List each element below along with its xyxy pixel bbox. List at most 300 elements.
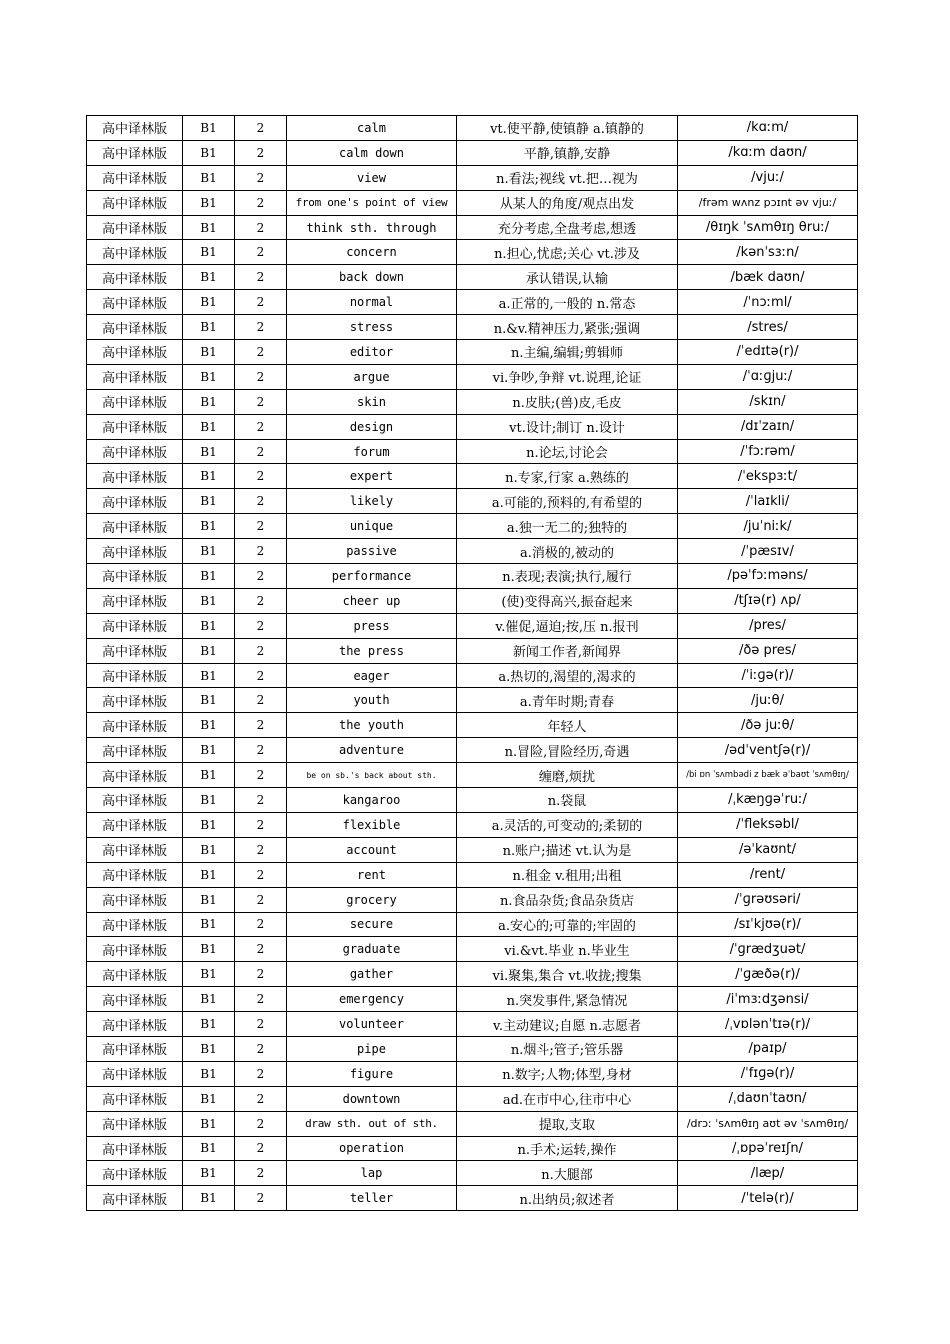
level-cell: B1 bbox=[183, 688, 235, 713]
table-row bbox=[87, 862, 858, 887]
phonetic-cell: /ˈlaɪkli/ bbox=[678, 489, 858, 514]
table-row bbox=[87, 837, 858, 862]
textbook-cell: 高中译林版 bbox=[87, 1012, 183, 1037]
phonetic-cell: /θɪŋk ˈsʌmθɪŋ θruː/ bbox=[678, 215, 858, 240]
meaning-cell: n.袋鼠 bbox=[457, 788, 678, 813]
table-row bbox=[87, 439, 858, 464]
table-row bbox=[87, 812, 858, 837]
textbook-cell: 高中译林版 bbox=[87, 887, 183, 912]
word-cell: the youth bbox=[287, 713, 457, 738]
textbook-cell: 高中译林版 bbox=[87, 489, 183, 514]
meaning-cell: 从某人的角度/观点出发 bbox=[457, 190, 678, 215]
meaning-cell: n.手术;运转,操作 bbox=[457, 1136, 678, 1161]
table-row bbox=[87, 389, 858, 414]
textbook-cell: 高中译林版 bbox=[87, 514, 183, 539]
phonetic-cell: /ˈɡæðə(r)/ bbox=[678, 962, 858, 987]
meaning-cell: a.正常的,一般的 n.常态 bbox=[457, 290, 678, 315]
unit-cell: 2 bbox=[235, 1012, 287, 1037]
word-cell: press bbox=[287, 613, 457, 638]
textbook-cell: 高中译林版 bbox=[87, 340, 183, 365]
level-cell: B1 bbox=[183, 937, 235, 962]
word-cell: emergency bbox=[287, 987, 457, 1012]
textbook-cell: 高中译林版 bbox=[87, 638, 183, 663]
word-cell: concern bbox=[287, 240, 457, 265]
phonetic-cell: /bæk daʊn/ bbox=[678, 265, 858, 290]
level-cell: B1 bbox=[183, 315, 235, 340]
level-cell: B1 bbox=[183, 738, 235, 763]
table-row bbox=[87, 165, 858, 190]
phonetic-cell: /ˈɑːɡjuː/ bbox=[678, 364, 858, 389]
unit-cell: 2 bbox=[235, 1061, 287, 1086]
meaning-cell: v.主动建议;自愿 n.志愿者 bbox=[457, 1012, 678, 1037]
table-row bbox=[87, 1061, 858, 1086]
meaning-cell: 年轻人 bbox=[457, 713, 678, 738]
table-row bbox=[87, 514, 858, 539]
textbook-cell: 高中译林版 bbox=[87, 788, 183, 813]
phonetic-cell: /frəm wʌnz pɔɪnt əv vjuː/ bbox=[678, 190, 858, 215]
word-cell: view bbox=[287, 165, 457, 190]
table-row bbox=[87, 340, 858, 365]
unit-cell: 2 bbox=[235, 688, 287, 713]
vocabulary-table bbox=[86, 115, 858, 1211]
unit-cell: 2 bbox=[235, 340, 287, 365]
word-cell: lap bbox=[287, 1161, 457, 1186]
textbook-cell: 高中译林版 bbox=[87, 315, 183, 340]
level-cell: B1 bbox=[183, 887, 235, 912]
level-cell: B1 bbox=[183, 812, 235, 837]
meaning-cell: vi.争吵,争辩 vt.说理,论证 bbox=[457, 364, 678, 389]
phonetic-cell: /ˌdaʊnˈtaʊn/ bbox=[678, 1086, 858, 1111]
meaning-cell: vt.使平静,使镇静 a.镇静的 bbox=[457, 116, 678, 141]
word-cell: stress bbox=[287, 315, 457, 340]
level-cell: B1 bbox=[183, 389, 235, 414]
phonetic-cell: /ˌkæŋɡəˈruː/ bbox=[678, 788, 858, 813]
phonetic-cell: /ˈedɪtə(r)/ bbox=[678, 340, 858, 365]
unit-cell: 2 bbox=[235, 1161, 287, 1186]
word-cell: the press bbox=[287, 638, 457, 663]
table-row bbox=[87, 1036, 858, 1061]
textbook-cell: 高中译林版 bbox=[87, 613, 183, 638]
textbook-cell: 高中译林版 bbox=[87, 937, 183, 962]
unit-cell: 2 bbox=[235, 588, 287, 613]
textbook-cell: 高中译林版 bbox=[87, 812, 183, 837]
textbook-cell: 高中译林版 bbox=[87, 1086, 183, 1111]
meaning-cell: n.&v.精神压力,紧张;强调 bbox=[457, 315, 678, 340]
level-cell: B1 bbox=[183, 713, 235, 738]
unit-cell: 2 bbox=[235, 912, 287, 937]
word-cell: rent bbox=[287, 862, 457, 887]
meaning-cell: 缠磨,烦扰 bbox=[457, 763, 678, 788]
level-cell: B1 bbox=[183, 364, 235, 389]
word-cell: expert bbox=[287, 464, 457, 489]
level-cell: B1 bbox=[183, 116, 235, 141]
table-row bbox=[87, 738, 858, 763]
meaning-cell: n.论坛,讨论会 bbox=[457, 439, 678, 464]
phonetic-cell: /ˈfɪɡə(r)/ bbox=[678, 1061, 858, 1086]
table-row bbox=[87, 1086, 858, 1111]
textbook-cell: 高中译林版 bbox=[87, 1061, 183, 1086]
level-cell: B1 bbox=[183, 1061, 235, 1086]
unit-cell: 2 bbox=[235, 1136, 287, 1161]
meaning-cell: vt.设计;制订 n.设计 bbox=[457, 414, 678, 439]
table-row bbox=[87, 638, 858, 663]
phonetic-cell: /ˈfleksəbl/ bbox=[678, 812, 858, 837]
table-row bbox=[87, 688, 858, 713]
meaning-cell: a.青年时期;青春 bbox=[457, 688, 678, 713]
word-cell: skin bbox=[287, 389, 457, 414]
table-row bbox=[87, 116, 858, 141]
table-row bbox=[87, 1136, 858, 1161]
table-row bbox=[87, 265, 858, 290]
meaning-cell: a.安心的;可靠的;牢固的 bbox=[457, 912, 678, 937]
unit-cell: 2 bbox=[235, 812, 287, 837]
level-cell: B1 bbox=[183, 862, 235, 887]
unit-cell: 2 bbox=[235, 364, 287, 389]
textbook-cell: 高中译林版 bbox=[87, 140, 183, 165]
level-cell: B1 bbox=[183, 588, 235, 613]
unit-cell: 2 bbox=[235, 439, 287, 464]
level-cell: B1 bbox=[183, 215, 235, 240]
unit-cell: 2 bbox=[235, 962, 287, 987]
word-cell: grocery bbox=[287, 887, 457, 912]
level-cell: B1 bbox=[183, 414, 235, 439]
textbook-cell: 高中译林版 bbox=[87, 414, 183, 439]
level-cell: B1 bbox=[183, 464, 235, 489]
phonetic-cell: /juˈniːk/ bbox=[678, 514, 858, 539]
word-cell: gather bbox=[287, 962, 457, 987]
textbook-cell: 高中译林版 bbox=[87, 265, 183, 290]
textbook-cell: 高中译林版 bbox=[87, 564, 183, 589]
phonetic-cell: /ˈfɔːrəm/ bbox=[678, 439, 858, 464]
unit-cell: 2 bbox=[235, 1036, 287, 1061]
phonetic-cell: /pres/ bbox=[678, 613, 858, 638]
textbook-cell: 高中译林版 bbox=[87, 962, 183, 987]
level-cell: B1 bbox=[183, 539, 235, 564]
word-cell: pipe bbox=[287, 1036, 457, 1061]
unit-cell: 2 bbox=[235, 613, 287, 638]
unit-cell: 2 bbox=[235, 862, 287, 887]
table-row bbox=[87, 215, 858, 240]
table-row bbox=[87, 489, 858, 514]
phonetic-cell: /ˈekspɜːt/ bbox=[678, 464, 858, 489]
word-cell: teller bbox=[287, 1186, 457, 1211]
level-cell: B1 bbox=[183, 613, 235, 638]
word-cell: forum bbox=[287, 439, 457, 464]
unit-cell: 2 bbox=[235, 315, 287, 340]
phonetic-cell: /vjuː/ bbox=[678, 165, 858, 190]
phonetic-cell: /dɪˈzaɪn/ bbox=[678, 414, 858, 439]
level-cell: B1 bbox=[183, 663, 235, 688]
vocabulary-table-body bbox=[87, 116, 858, 1211]
unit-cell: 2 bbox=[235, 837, 287, 862]
textbook-cell: 高中译林版 bbox=[87, 389, 183, 414]
meaning-cell: n.出纳员;叙述者 bbox=[457, 1186, 678, 1211]
unit-cell: 2 bbox=[235, 489, 287, 514]
phonetic-cell: /ˈiːɡə(r)/ bbox=[678, 663, 858, 688]
meaning-cell: a.独一无二的;独特的 bbox=[457, 514, 678, 539]
table-row bbox=[87, 887, 858, 912]
unit-cell: 2 bbox=[235, 937, 287, 962]
unit-cell: 2 bbox=[235, 713, 287, 738]
level-cell: B1 bbox=[183, 1036, 235, 1061]
meaning-cell: n.表现;表演;执行,履行 bbox=[457, 564, 678, 589]
word-cell: calm down bbox=[287, 140, 457, 165]
table-row bbox=[87, 539, 858, 564]
unit-cell: 2 bbox=[235, 987, 287, 1012]
meaning-cell: n.看法;视线 vt.把…视为 bbox=[457, 165, 678, 190]
phonetic-cell: /ədˈventʃə(r)/ bbox=[678, 738, 858, 763]
word-cell: design bbox=[287, 414, 457, 439]
table-row bbox=[87, 588, 858, 613]
phonetic-cell: /kɑːm daʊn/ bbox=[678, 140, 858, 165]
word-cell: likely bbox=[287, 489, 457, 514]
word-cell: account bbox=[287, 837, 457, 862]
textbook-cell: 高中译林版 bbox=[87, 688, 183, 713]
unit-cell: 2 bbox=[235, 265, 287, 290]
level-cell: B1 bbox=[183, 1161, 235, 1186]
textbook-cell: 高中译林版 bbox=[87, 539, 183, 564]
level-cell: B1 bbox=[183, 837, 235, 862]
table-row bbox=[87, 937, 858, 962]
unit-cell: 2 bbox=[235, 514, 287, 539]
table-row bbox=[87, 663, 858, 688]
level-cell: B1 bbox=[183, 987, 235, 1012]
meaning-cell: a.热切的,渴望的,渴求的 bbox=[457, 663, 678, 688]
textbook-cell: 高中译林版 bbox=[87, 290, 183, 315]
phonetic-cell: /kənˈsɜːn/ bbox=[678, 240, 858, 265]
phonetic-cell: /ˈpæsɪv/ bbox=[678, 539, 858, 564]
word-cell: graduate bbox=[287, 937, 457, 962]
meaning-cell: n.租金 v.租用;出租 bbox=[457, 862, 678, 887]
table-row bbox=[87, 464, 858, 489]
unit-cell: 2 bbox=[235, 1111, 287, 1136]
word-cell: figure bbox=[287, 1061, 457, 1086]
meaning-cell: n.皮肤;(兽)皮,毛皮 bbox=[457, 389, 678, 414]
phonetic-cell: /ˈɡrəʊsəri/ bbox=[678, 887, 858, 912]
level-cell: B1 bbox=[183, 190, 235, 215]
meaning-cell: n.大腿部 bbox=[457, 1161, 678, 1186]
table-row bbox=[87, 315, 858, 340]
level-cell: B1 bbox=[183, 912, 235, 937]
table-row bbox=[87, 763, 858, 788]
textbook-cell: 高中译林版 bbox=[87, 663, 183, 688]
level-cell: B1 bbox=[183, 1186, 235, 1211]
word-cell: secure bbox=[287, 912, 457, 937]
meaning-cell: 充分考虑,全盘考虑,想透 bbox=[457, 215, 678, 240]
table-row bbox=[87, 1161, 858, 1186]
level-cell: B1 bbox=[183, 638, 235, 663]
level-cell: B1 bbox=[183, 564, 235, 589]
level-cell: B1 bbox=[183, 788, 235, 813]
meaning-cell: 平静,镇静,安静 bbox=[457, 140, 678, 165]
word-cell: from one's point of view bbox=[287, 190, 457, 215]
word-cell: cheer up bbox=[287, 588, 457, 613]
table-row bbox=[87, 987, 858, 1012]
phonetic-cell: /tʃɪə(r) ʌp/ bbox=[678, 588, 858, 613]
textbook-cell: 高中译林版 bbox=[87, 464, 183, 489]
word-cell: operation bbox=[287, 1136, 457, 1161]
word-cell: flexible bbox=[287, 812, 457, 837]
level-cell: B1 bbox=[183, 165, 235, 190]
phonetic-cell: /iˈmɜːdʒənsi/ bbox=[678, 987, 858, 1012]
unit-cell: 2 bbox=[235, 564, 287, 589]
table-row bbox=[87, 1012, 858, 1037]
unit-cell: 2 bbox=[235, 1186, 287, 1211]
word-cell: back down bbox=[287, 265, 457, 290]
unit-cell: 2 bbox=[235, 414, 287, 439]
unit-cell: 2 bbox=[235, 539, 287, 564]
word-cell: passive bbox=[287, 539, 457, 564]
level-cell: B1 bbox=[183, 514, 235, 539]
textbook-cell: 高中译林版 bbox=[87, 763, 183, 788]
unit-cell: 2 bbox=[235, 464, 287, 489]
table-row bbox=[87, 962, 858, 987]
unit-cell: 2 bbox=[235, 140, 287, 165]
textbook-cell: 高中译林版 bbox=[87, 1161, 183, 1186]
level-cell: B1 bbox=[183, 1136, 235, 1161]
word-cell: volunteer bbox=[287, 1012, 457, 1037]
meaning-cell: 承认错误,认输 bbox=[457, 265, 678, 290]
word-cell: adventure bbox=[287, 738, 457, 763]
phonetic-cell: /ˌvɒlənˈtɪə(r)/ bbox=[678, 1012, 858, 1037]
phonetic-cell: /ðə juːθ/ bbox=[678, 713, 858, 738]
level-cell: B1 bbox=[183, 290, 235, 315]
phonetic-cell: /sɪˈkjʊə(r)/ bbox=[678, 912, 858, 937]
textbook-cell: 高中译林版 bbox=[87, 439, 183, 464]
table-row bbox=[87, 788, 858, 813]
word-cell: normal bbox=[287, 290, 457, 315]
word-cell: eager bbox=[287, 663, 457, 688]
unit-cell: 2 bbox=[235, 1086, 287, 1111]
phonetic-cell: /ˈnɔːml/ bbox=[678, 290, 858, 315]
meaning-cell: a.灵活的,可变动的;柔韧的 bbox=[457, 812, 678, 837]
table-row bbox=[87, 1186, 858, 1211]
phonetic-cell: /pəˈfɔːməns/ bbox=[678, 564, 858, 589]
phonetic-cell: /stres/ bbox=[678, 315, 858, 340]
meaning-cell: n.数字;人物;体型,身材 bbox=[457, 1061, 678, 1086]
phonetic-cell: /ðə pres/ bbox=[678, 638, 858, 663]
unit-cell: 2 bbox=[235, 638, 287, 663]
word-cell: think sth. through bbox=[287, 215, 457, 240]
unit-cell: 2 bbox=[235, 663, 287, 688]
unit-cell: 2 bbox=[235, 165, 287, 190]
textbook-cell: 高中译林版 bbox=[87, 1186, 183, 1211]
meaning-cell: v.催促,逼迫;按,压 n.报刊 bbox=[457, 613, 678, 638]
level-cell: B1 bbox=[183, 240, 235, 265]
word-cell: draw sth. out of sth. bbox=[287, 1111, 457, 1136]
level-cell: B1 bbox=[183, 763, 235, 788]
meaning-cell: n.担心,忧虑;关心 vt.涉及 bbox=[457, 240, 678, 265]
unit-cell: 2 bbox=[235, 240, 287, 265]
unit-cell: 2 bbox=[235, 788, 287, 813]
table-row bbox=[87, 364, 858, 389]
phonetic-cell: /bi ɒn ˈsʌmbədi z bæk əˈbaʊt ˈsʌmθɪŋ/ bbox=[678, 763, 858, 788]
level-cell: B1 bbox=[183, 439, 235, 464]
meaning-cell: n.专家,行家 a.熟练的 bbox=[457, 464, 678, 489]
phonetic-cell: /ˈɡrædʒuət/ bbox=[678, 937, 858, 962]
textbook-cell: 高中译林版 bbox=[87, 1111, 183, 1136]
textbook-cell: 高中译林版 bbox=[87, 987, 183, 1012]
textbook-cell: 高中译林版 bbox=[87, 588, 183, 613]
meaning-cell: n.主编,编辑;剪辑师 bbox=[457, 340, 678, 365]
textbook-cell: 高中译林版 bbox=[87, 215, 183, 240]
level-cell: B1 bbox=[183, 340, 235, 365]
unit-cell: 2 bbox=[235, 763, 287, 788]
word-cell: downtown bbox=[287, 1086, 457, 1111]
meaning-cell: vi.&vt.毕业 n.毕业生 bbox=[457, 937, 678, 962]
meaning-cell: 新闻工作者,新闻界 bbox=[457, 638, 678, 663]
unit-cell: 2 bbox=[235, 116, 287, 141]
word-cell: argue bbox=[287, 364, 457, 389]
unit-cell: 2 bbox=[235, 190, 287, 215]
textbook-cell: 高中译林版 bbox=[87, 165, 183, 190]
unit-cell: 2 bbox=[235, 290, 287, 315]
phonetic-cell: /juːθ/ bbox=[678, 688, 858, 713]
level-cell: B1 bbox=[183, 962, 235, 987]
word-cell: calm bbox=[287, 116, 457, 141]
word-cell: performance bbox=[287, 564, 457, 589]
unit-cell: 2 bbox=[235, 215, 287, 240]
meaning-cell: ad.在市中心,往市中心 bbox=[457, 1086, 678, 1111]
textbook-cell: 高中译林版 bbox=[87, 240, 183, 265]
table-row bbox=[87, 140, 858, 165]
meaning-cell: a.消极的,被动的 bbox=[457, 539, 678, 564]
meaning-cell: n.账户;描述 vt.认为是 bbox=[457, 837, 678, 862]
meaning-cell: n.食品杂货;食品杂货店 bbox=[457, 887, 678, 912]
textbook-cell: 高中译林版 bbox=[87, 837, 183, 862]
table-row bbox=[87, 713, 858, 738]
textbook-cell: 高中译林版 bbox=[87, 364, 183, 389]
table-row bbox=[87, 1111, 858, 1136]
phonetic-cell: /drɔː ˈsʌmθɪŋ aʊt əv ˈsʌmθɪŋ/ bbox=[678, 1111, 858, 1136]
phonetic-cell: /kɑːm/ bbox=[678, 116, 858, 141]
phonetic-cell: /ˌɒpəˈreɪʃn/ bbox=[678, 1136, 858, 1161]
textbook-cell: 高中译林版 bbox=[87, 1036, 183, 1061]
meaning-cell: n.冒险,冒险经历,奇遇 bbox=[457, 738, 678, 763]
level-cell: B1 bbox=[183, 1111, 235, 1136]
phonetic-cell: /læp/ bbox=[678, 1161, 858, 1186]
table-row bbox=[87, 290, 858, 315]
word-cell: kangaroo bbox=[287, 788, 457, 813]
level-cell: B1 bbox=[183, 1086, 235, 1111]
phonetic-cell: /skɪn/ bbox=[678, 389, 858, 414]
phonetic-cell: /əˈkaʊnt/ bbox=[678, 837, 858, 862]
meaning-cell: (使)变得高兴,振奋起来 bbox=[457, 588, 678, 613]
textbook-cell: 高中译林版 bbox=[87, 116, 183, 141]
table-row bbox=[87, 414, 858, 439]
phonetic-cell: /ˈtelə(r)/ bbox=[678, 1186, 858, 1211]
word-cell: editor bbox=[287, 340, 457, 365]
unit-cell: 2 bbox=[235, 389, 287, 414]
textbook-cell: 高中译林版 bbox=[87, 1136, 183, 1161]
table-row bbox=[87, 564, 858, 589]
word-cell: be on sb.'s back about sth. bbox=[287, 763, 457, 788]
level-cell: B1 bbox=[183, 489, 235, 514]
meaning-cell: 提取,支取 bbox=[457, 1111, 678, 1136]
phonetic-cell: /rent/ bbox=[678, 862, 858, 887]
table-row bbox=[87, 240, 858, 265]
textbook-cell: 高中译林版 bbox=[87, 713, 183, 738]
phonetic-cell: /paɪp/ bbox=[678, 1036, 858, 1061]
textbook-cell: 高中译林版 bbox=[87, 190, 183, 215]
meaning-cell: n.突发事件,紧急情况 bbox=[457, 987, 678, 1012]
textbook-cell: 高中译林版 bbox=[87, 912, 183, 937]
textbook-cell: 高中译林版 bbox=[87, 862, 183, 887]
word-cell: unique bbox=[287, 514, 457, 539]
word-cell: youth bbox=[287, 688, 457, 713]
meaning-cell: vi.聚集,集合 vt.收拢;搜集 bbox=[457, 962, 678, 987]
unit-cell: 2 bbox=[235, 887, 287, 912]
